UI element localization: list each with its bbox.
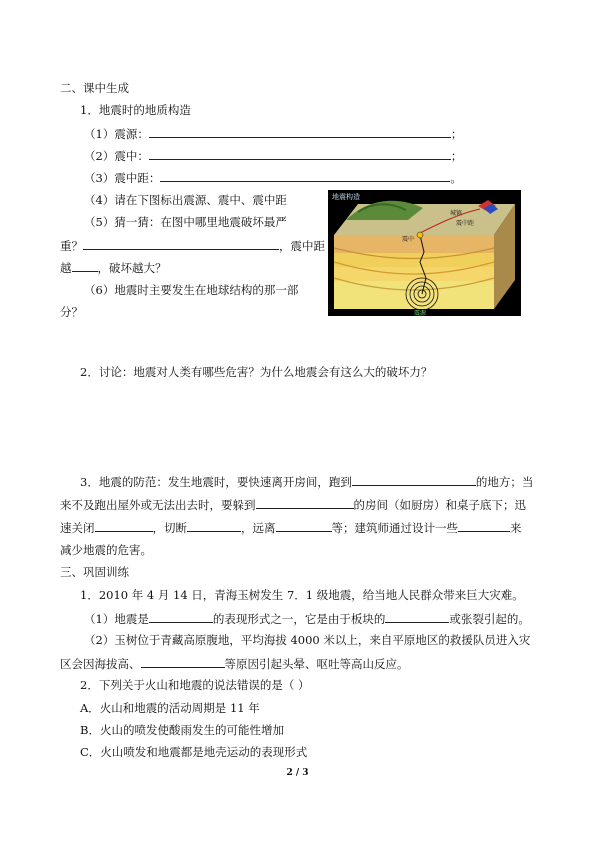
text: 重？ [60,239,83,253]
exercise-1-1 [84,610,530,627]
close-answer-blank[interactable] [95,519,153,532]
question-3-line3 [60,519,522,536]
text: ，远离 [241,521,276,535]
punct: 。 [450,171,462,185]
earthquake-structure-figure [328,190,521,316]
text: 越 [60,261,72,275]
most-damage-answer-blank[interactable] [83,237,279,250]
question-1-6-line1: （6）地震时主要发生在地球结构的那一部 [84,283,299,297]
text: 区会因海拔高、 [60,657,141,671]
earthquake-is-answer-blank[interactable] [149,610,213,623]
epicenter-label: （2）震中： [84,149,149,163]
epicentral-distance-answer-blank[interactable] [160,169,450,182]
question-3-line1 [80,473,533,490]
question-1-5-line3 [60,259,167,276]
question-1-5-line2 [60,237,325,254]
text: 等原因引起头晕、呕吐等高山反应。 [224,657,409,671]
exercise-1-2-line2 [60,655,409,672]
exercise-1: 1．2010 年 4 月 14 日，青海玉树发生 7．1 级地震，给当地人民群众带来巨大灾难。 [80,588,524,602]
text: ，震中距 [279,239,325,253]
question-1-6-line2: 分？ [60,305,83,319]
design-answer-blank[interactable] [458,519,510,532]
text: （1）地震是 [84,612,149,626]
exercise-1-2-line1: （2）玉树位于青藏高原腹地，平均海拔 4000 米以上，来自平原地区的救援队员进入灾 [84,633,531,647]
question-2-discussion: 2．讨论：地震对人类有哪些危害？为什么地震会有这么大的破坏力？ [80,365,433,379]
section-title-in-class: 二、课中生成 [60,81,129,95]
option-c[interactable]: C．火山喷发和地震都是地壳运动的表现形式 [80,745,308,759]
question-1-2 [84,147,462,164]
earthquake-diagram [328,190,521,316]
text: 3．地震的防范：发生地震时，要快速离开房间，跑到 [80,475,352,489]
text: ，破坏越大？ [97,261,167,275]
question-3-line2 [60,496,526,513]
figure-label-epicentral-distance: 震中距 [456,220,475,227]
focus-label: （1）震源： [84,127,149,141]
question-1-title: 1．地震时的地质构造 [80,103,191,117]
figure-label-epicenter: 震中 [402,236,415,243]
question-1-5-line1: （5）猜一猜：在图中哪里地震破坏最严 [84,215,287,229]
punct: ； [450,149,463,163]
question-3-line4: 减少地震的危害。 [60,543,152,557]
epicenter-answer-blank[interactable] [149,147,451,160]
exercise-2: 2．下列关于火山和地震的说法错误的是（ ） [80,678,310,692]
question-1-3 [84,169,462,186]
text: 来 [510,521,522,535]
text: 或张裂引起的。 [449,612,530,626]
question-1-1 [84,125,462,142]
text: 等；建筑师通过设计一些 [331,521,458,535]
epicentral-distance-label: （3）震中距： [84,171,161,185]
text: 的表现形式之一，它是由于板块的 [212,612,386,626]
text: 的房间（如厨房）和桌子底下；迅 [353,498,526,512]
room-answer-blank[interactable] [256,496,354,509]
figure-label-town: 城镇 [450,210,463,217]
text: ，切断 [152,521,187,535]
distance-answer-blank[interactable] [72,259,98,272]
figure-title: 地震构造 [332,193,360,201]
cut-off-answer-blank[interactable] [187,519,241,532]
text: 来不及跑出屋外或无法出去时，要躲到 [60,498,256,512]
plate-motion-answer-blank[interactable] [385,610,449,623]
stay-away-answer-blank[interactable] [276,519,332,532]
option-a[interactable]: A．火山和地震的活动周期是 11 年 [80,701,260,715]
focus-answer-blank[interactable] [149,125,451,138]
question-1-4: （4）请在下图标出震源、震中、震中距 [84,193,287,207]
safe-place-answer-blank[interactable] [352,473,476,486]
option-b[interactable]: B．火山的喷发使酸雨发生的可能性增加 [80,723,284,737]
section-title-practice: 三、巩固训练 [60,565,129,579]
text: 的地方；当 [475,475,534,489]
altitude-reason-answer-blank[interactable] [141,655,225,668]
page-number: 2 / 3 [286,768,309,778]
text: 速关闭 [60,521,95,535]
figure-label-focus: 震源 [414,310,427,316]
punct: ； [450,127,463,141]
